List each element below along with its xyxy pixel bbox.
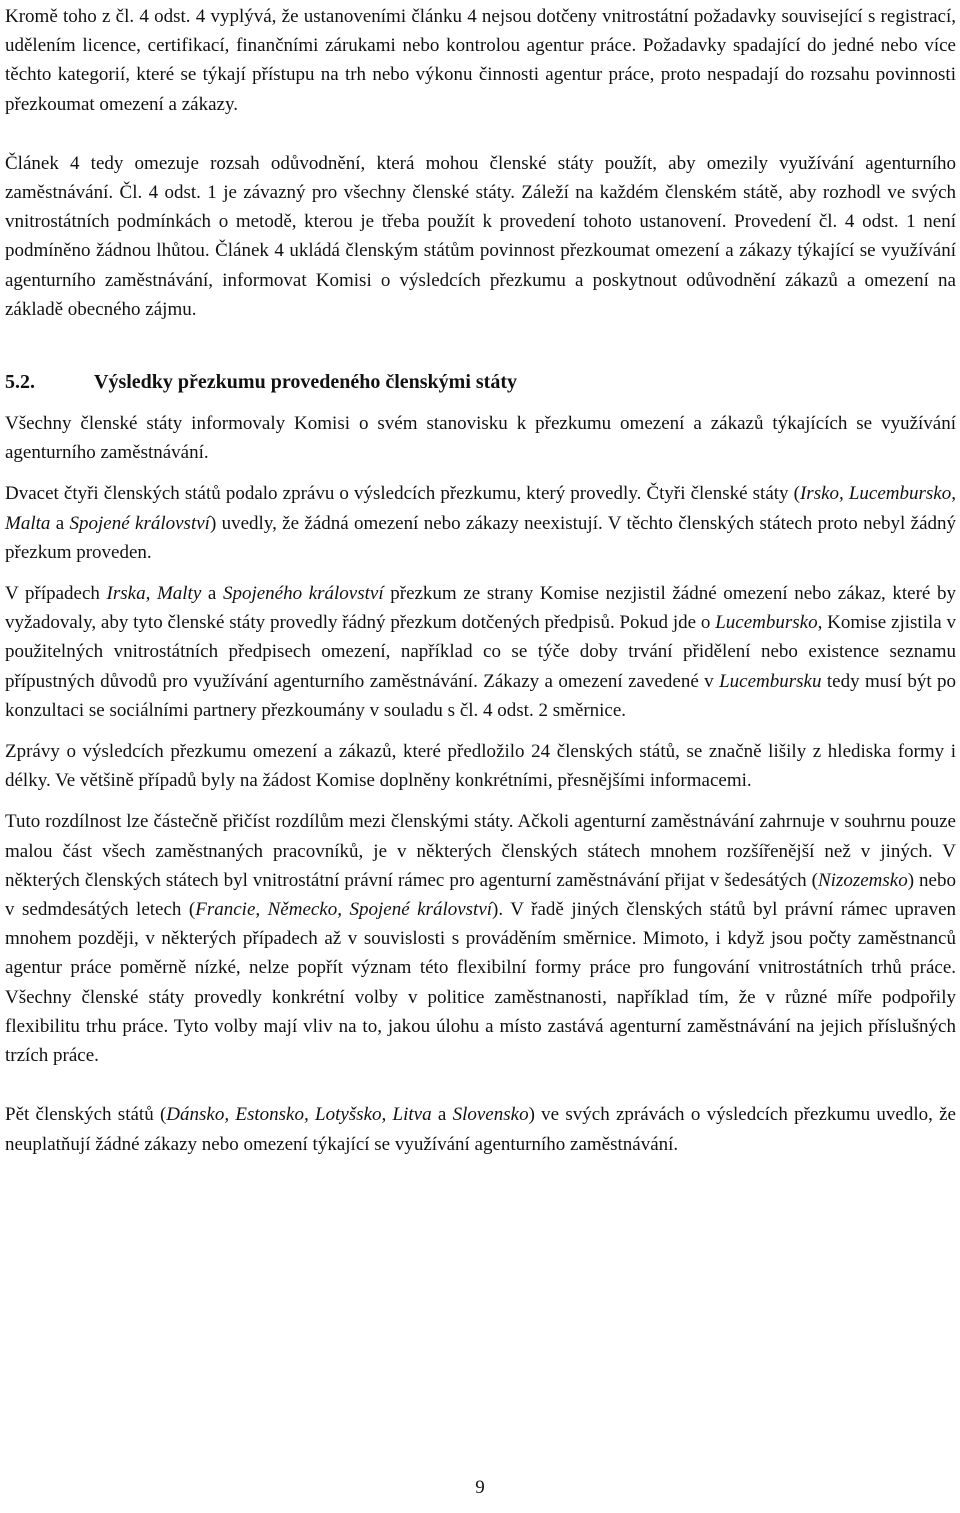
section-number: 5.2. bbox=[5, 371, 35, 394]
paragraph-twenty-four-states: Dvacet čtyři členských států podalo zprávu o výsledcích přezkumu, který provedly. Čtyři členské státy (Irsko, Lucembursko, Malta a Spojené království) uvedly, že žádná omezení nebo zákazy neexistují. V těchto členských státech proto nebyl žádný přezkum proveden. bbox=[5, 483, 956, 563]
paragraph-member-state-differences: Tuto rozdílnost lze částečně přičíst rozdílům mezi členskými státy. Ačkoli agenturní zaměstnávání zahrnuje v souhrnu pouze malou část všech zaměstnaných pracovníků, je v některých členských státech mnohem rozšířenější než v jiných. V některých členských státech byl vnitrostátní právní rámec pro agenturní zaměstnávání přijat v šedesátých (Nizozemsko) nebo v sedmdesátých letech (Francie, Německo, Spojené království). V řadě jiných členských států byl právní rámec upraven mnohem později, v některých případech až v souvislosti s prováděním směrnice. Mimoto, i když jsou počty zaměstnanců agentur práce poměrně nízké, nelze popřít význam této flexibilní formy práce pro fungování vnitrostátních trhů práce. Všechny členské státy provedly konkrétní volby v politice zaměstnanosti, například tím, že v různé míře podpořily flexibilitu trhu práce. Tyto volby mají vliv na to, jakou úlohu a místo zastává agenturní zaměstnávání na jejich příslušných trzích práce. bbox=[5, 811, 957, 1067]
paragraph-commission-review: V případech Irska, Malty a Spojeného království přezkum ze strany Komise nezjistil žádné omezení nebo zákaz, které by vyžadovaly, aby tyto členské státy provedly řádný přezkum dotčených předpisů. Pokud jde o Lucembursko, Komise zjistila v použitelných vnitrostátních předpisech omezení, například co se týče doby trvání přidělení nebo existence seznamu přípustných důvodů pro využívání agenturního zaměstnávání. Zákazy a omezení zavedené v Lucembursku tedy musí být po konzultaci se sociálními partnery přezkoumány v souladu s čl. 4 odst. 2 směrnice. bbox=[5, 583, 956, 721]
section-heading bbox=[5, 368, 956, 397]
paragraph-article-4-scope: Článek 4 tedy omezuje rozsah odůvodnění, která mohou členské státy použít, aby omezily využívání agenturního zaměstnávání. Čl. 4 odst. 1 je závazný pro všechny členské státy. Záleží na každém členském státě, aby rozhodl ve svých vnitrostátních podmínkách o metodě, kterou je třeba použít k provedení tohoto ustanovení. Provedení čl. 4 odst. 1 není podmíněno žádnou lhůtou. Článek 4 ukládá členským státům povinnost přezkoumat omezení a zákazy týkající se využívání agenturního zaměstnávání, informovat Komisi o výsledcích přezkumu a poskytnout odůvodnění zákazů a omezení na základě obecného zájmu. bbox=[5, 152, 956, 320]
paragraph-article-4-4: Kromě toho z čl. 4 odst. 4 vyplývá, že ustanoveními článku 4 nejsou dotčeny vnitrostátní požadavky související s registrací, udělením licence, certifikací, finančními zárukami nebo kontrolou agentur práce. Požadavky spadající do jedné nebo více těchto kategorií, které se týkají přístupu na trh nebo výkonu činnosti agentur práce, proto nespadají do rozsahu povinnosti přezkoumat omezení a zákazy. bbox=[5, 6, 956, 115]
paragraph-report-differences: Zprávy o výsledcích přezkumu omezení a zákazů, které předložilo 24 členských států, se značně lišily z hlediska formy i délky. Ve většině případů byly na žádost Komise doplněny konkrétními, přesnějšími informacemi. bbox=[5, 741, 956, 792]
paragraph-all-member-states: Všechny členské státy informovaly Komisi o svém stanovisku k přezkumu omezení a zákazů týkajících se využívání agenturního zaměstnávání. bbox=[5, 413, 956, 464]
section-title: Výsledky přezkumu provedeného členskými státy bbox=[94, 371, 517, 394]
paragraph-five-states-no-restrictions: Pět členských států (Dánsko, Estonsko, Lotyšsko, Litva a Slovensko) ve svých zprávách o výsledcích přezkumu uvedlo, že neuplatňují žádné zákazy nebo omezení týkající se využívání agenturního zaměstnávání. bbox=[5, 1104, 956, 1155]
document-page bbox=[5, 2, 956, 1159]
page-number: 9 bbox=[475, 1477, 485, 1498]
